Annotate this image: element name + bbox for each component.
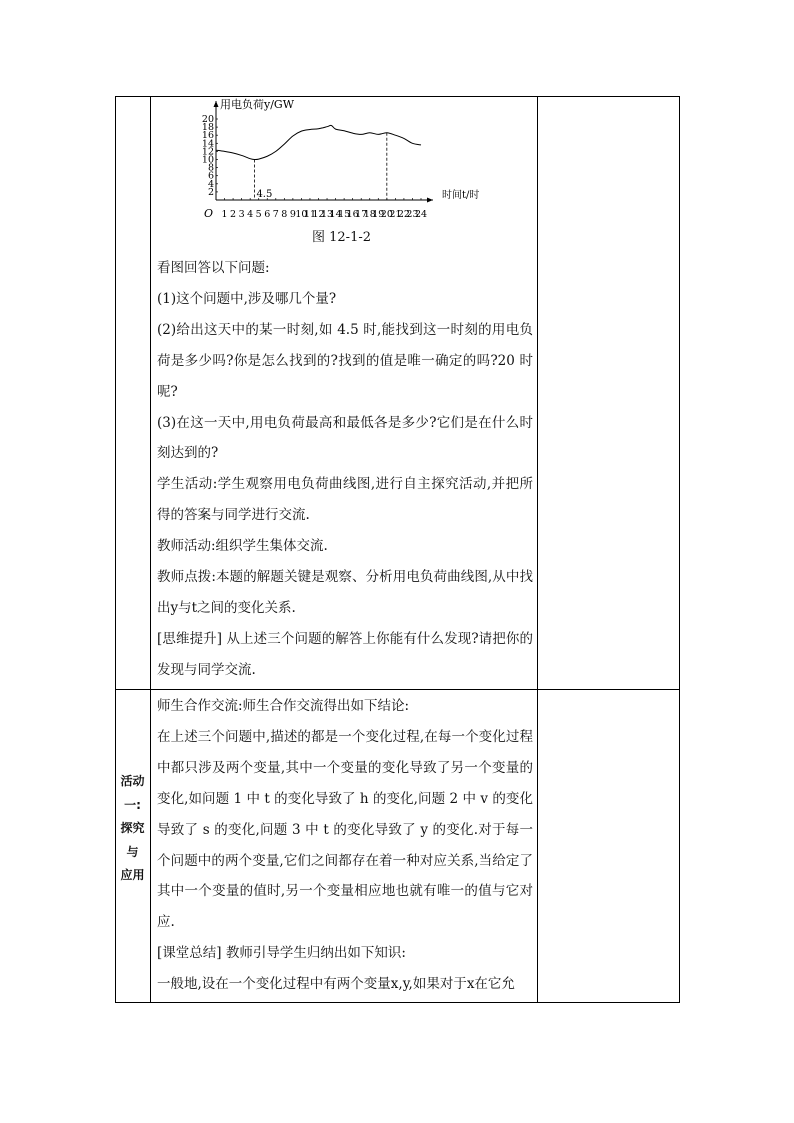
y-tick-label: 10 (201, 154, 214, 166)
x-tick-label: 7 (272, 209, 279, 220)
row1-paragraph: (1)这个问题中,涉及哪几个量? (157, 290, 337, 307)
x-tick-label: 8 (281, 209, 288, 220)
table-col-divider-1 (150, 96, 151, 1003)
y-tick-label: 20 (201, 114, 214, 125)
row1-paragraph: (3)在这一天中,用电负荷最高和最低各是多少?它们是在什么时刻达到的? (157, 414, 533, 462)
row1-paragraph: [思维提升] 从上述三个问题的解答上你能有什么发现?请把你的发现与同学交流. (157, 630, 533, 678)
x-tick-label: 22 (397, 209, 410, 220)
activity-label-line: 一: (124, 797, 141, 812)
x-tick-label: 21 (389, 209, 402, 220)
x-tick-label: 13 (320, 209, 334, 220)
y-tick-label: 8 (207, 162, 214, 174)
x-tick-label: 24 (414, 209, 428, 220)
load-curve-chart (196, 95, 496, 220)
y-tick-label: 4 (207, 178, 214, 190)
table-col-divider-2 (537, 96, 538, 1003)
x-axis-label: 时间t/时 (442, 190, 480, 201)
x-tick-label: 12 (312, 209, 325, 220)
row1-paragraph: 看图回答以下问题: (157, 260, 270, 276)
x-tick-label: 3 (238, 209, 245, 220)
table-right-border (679, 96, 680, 1003)
x-tick-label: 11 (303, 209, 317, 220)
y-tick-label: 16 (201, 130, 214, 142)
x-tick-label: 18 (363, 209, 376, 220)
y-tick-label: 18 (201, 122, 214, 134)
x-tick-label: 19 (372, 209, 385, 220)
activity-label-line: 与 (126, 844, 139, 859)
y-tick-label: 14 (201, 138, 214, 150)
row2-paragraph: 师生合作交流:师生合作交流得出如下结论: (157, 698, 410, 714)
y-axis-label: 用电负荷y/GW (220, 98, 295, 111)
row1-paragraph: 教师活动:组织学生集体交流. (157, 538, 328, 555)
x-tick-label: 1 (221, 209, 228, 220)
row2-paragraph: 在上述三个问题中,描述的都是一个变化过程,在每一个变化过程中都只涉及两个变量,其中一个变量的变化导致了另一个变量的变化,如问题 1 中 t 的变化导致了 h 的变化,问题 2 中 v 的变化导致了 s 的变化,问题 3 中 t 的变化导致了 y 的变化.对于每一个问题中的两个变量,它们之间都存在着一种对应关系,当给定了其中一个变量的值时,另一个变量相应地也就有唯一的值与它对应. (157, 728, 533, 931)
activity-label-line: 活动 (120, 774, 145, 788)
y-axis-arrow (214, 101, 219, 107)
y-tick-label: 6 (207, 170, 214, 182)
row2-paragraph: [课堂总结] 教师引导学生归纳出如下知识: (157, 945, 406, 962)
x-tick-label: 6 (264, 209, 271, 220)
x-tick-label: 15 (338, 209, 351, 220)
row1-paragraph: 学生活动:学生观察用电负荷曲线图,进行自主探究活动,并把所得的答案与同学进行交流. (157, 476, 533, 524)
x-tick-label: 17 (355, 209, 368, 220)
row1-paragraph: (2)给出这天中的某一时刻,如 4.5 时,能找到这一时刻的用电负荷是多少吗?你是怎么找到的?找到的值是唯一确定的吗?20 时呢? (157, 321, 533, 400)
row2-paragraph: 一般地,设在一个变化过程中有两个变量x,y,如果对于x在它允 (157, 976, 515, 993)
origin-label: O (204, 207, 214, 220)
figure-caption: 图 12-1-2 (312, 230, 372, 245)
x-tick-label: 2 (230, 209, 237, 220)
activity-label (115, 770, 150, 888)
x-tick-label: 20 (380, 209, 393, 220)
row2-content (157, 691, 533, 1000)
x-tick-label: 5 (255, 209, 262, 220)
row1-content (157, 253, 533, 686)
activity-label-line: 应用 (120, 868, 145, 883)
x-tick-label: 4 (247, 209, 254, 220)
row1-paragraph: 教师点拨:本题的解题关键是观察、分析用电负荷曲线图,从中找出y与t之间的变化关系. (157, 569, 533, 616)
table-row-divider (115, 689, 680, 690)
x-tick-label: 23 (406, 209, 419, 220)
y-tick-label: 12 (201, 146, 214, 158)
load-curve-line (216, 125, 421, 159)
x-tick-label: 14 (329, 209, 342, 220)
annotation-label: 4.5 (256, 189, 273, 200)
activity-label-line: 探究 (120, 821, 145, 836)
x-tick-label: 16 (346, 209, 359, 220)
x-axis-arrow (427, 198, 433, 203)
table-bottom-border (115, 1002, 680, 1003)
x-tick-label: 10 (295, 209, 308, 220)
x-tick-label: 9 (289, 209, 296, 220)
y-tick-label: 2 (207, 186, 214, 198)
